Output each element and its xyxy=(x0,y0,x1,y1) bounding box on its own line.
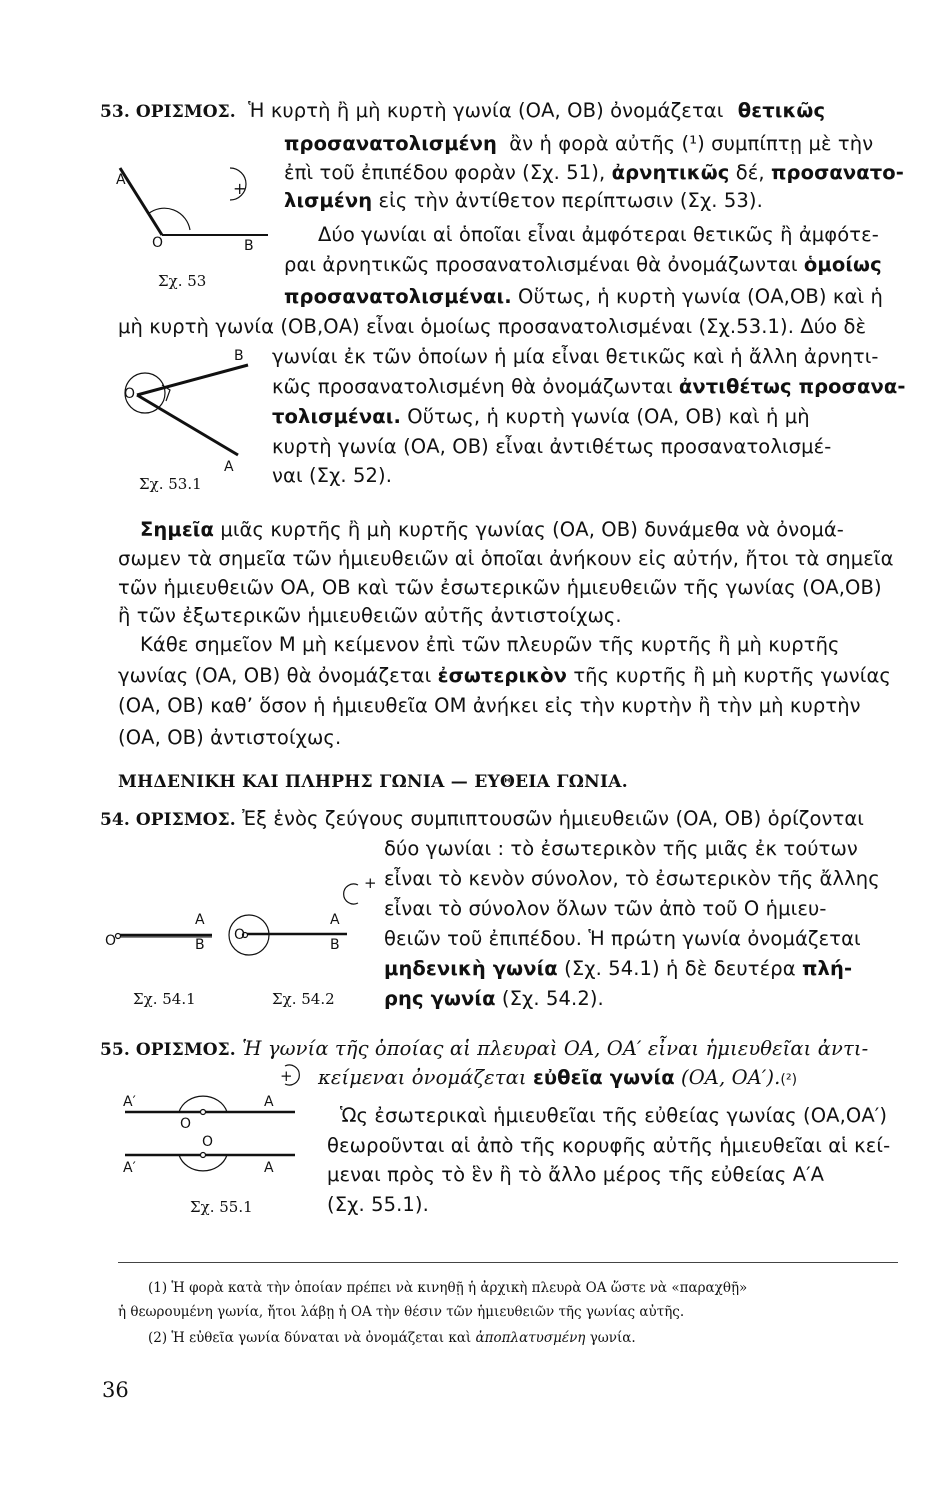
page-number: 36 xyxy=(102,1378,129,1402)
fig531-label-b: B xyxy=(234,348,244,364)
figure-55-1 xyxy=(115,1090,315,1180)
fig551-sign: + xyxy=(280,1067,293,1085)
fig541-label-a: A xyxy=(195,912,205,928)
def53-line-4: λισμένη εἰς τὴν ἀντίθετον περίπτωσιν (Σχ. 53). xyxy=(284,189,763,212)
def55-line-6: (Σχ. 55.1). xyxy=(327,1193,429,1216)
fig53-label-b: B xyxy=(244,238,254,254)
def54-line-2: δύο γωνίαι : τὸ ἐσωτερικὸν τῆς μιᾶς ἐκ τούτων xyxy=(384,837,858,860)
footnote-1-line-1: (1) Ἡ φορὰ κατὰ τὴν ὁποίαν πρέπει νὰ κινηθῇ ἡ ἀρχικὴ πλευρὰ ΟΑ ὥστε νὰ «παραχθῇ» xyxy=(148,1280,748,1296)
fig542-sign: + xyxy=(364,874,377,892)
def55-line-2: κείμεναι ὀνομάζεται εὐθεῖα γωνία (ΟΑ, ΟΑ′).(²) xyxy=(318,1066,798,1089)
fig531-label-o: O xyxy=(124,386,136,402)
fig551-label-a-lower: A xyxy=(264,1160,274,1176)
def53-line-1: 53. ΟΡΙΣΜΟΣ. Ἡ κυρτὴ ἢ μὴ κυρτὴ γωνία (ΟΑ, ΟΒ) ὀνομάζεται θετικῶς xyxy=(100,99,826,122)
upper-vertex xyxy=(201,1110,206,1115)
fig551-label-o-upper: O xyxy=(180,1116,192,1132)
vertex-o xyxy=(116,934,121,939)
points-line-2: σωμεν τὰ σημεῖα τῶν ἡμιευθειῶν αἱ ὁποῖαι ἀνήκουν εἰς αὐτήν, ἤτοι τὰ σημεῖα xyxy=(118,547,894,570)
def53-line-5: Δύο γωνίαι αἱ ὁποῖαι εἶναι ἀμφότεραι θετικῶς ἢ ἀμφότε- xyxy=(318,223,879,246)
figure-53-1 xyxy=(110,345,270,475)
fig531-label-a: A xyxy=(224,459,234,475)
fig541-caption: Σχ. 54.1 xyxy=(133,990,196,1008)
points-line-4: ἢ τῶν ἐξωτερικῶν ἡμιευθειῶν αὐτῆς ἀντιστοίχως. xyxy=(118,604,622,627)
def55-label: 55. ΟΡΙΣΜΟΣ. xyxy=(100,1040,236,1060)
def53-line-6: ραι ἀρνητικῶς προσανατολισμέναι θὰ ὀνομάζωνται ὁμοίως xyxy=(284,253,882,276)
fig531-caption: Σχ. 53.1 xyxy=(139,475,202,493)
def53-line-10: κῶς προσανατολισμένη θὰ ὀνομάζωνται ἀντιθέτως προσανα- xyxy=(272,375,906,398)
fig542-label-a: A xyxy=(330,912,340,928)
points-line-3: τῶν ἡμιευθειῶν ΟΑ, ΟΒ καὶ τῶν ἐσωτερικῶν ἡμιευθειῶν τῆς γωνίας (ΟΑ,ΟΒ) xyxy=(118,576,882,599)
fig551-label-a1-lower: A′ xyxy=(123,1160,136,1176)
def53-line-8: μὴ κυρτὴ γωνία (ΟΒ,ΟΑ) εἶναι ὁμοίως προσανατολισμέναι (Σχ.53.1). Δύο δὲ xyxy=(118,315,867,338)
def54-label: 54. ΟΡΙΣΜΟΣ. xyxy=(100,810,236,830)
def54-line-1: 54. ΟΡΙΣΜΟΣ. Ἐξ ἑνὸς ζεύγους συμπιπτουσῶν ἡμιευθειῶν (ΟΑ, ΟΒ) ὁρίζονται xyxy=(100,807,864,830)
ray-oa xyxy=(120,168,162,235)
def54-line-4: εἶναι τὸ σύνολον ὅλων τῶν ἀπὸ τοῦ Ο ἡμιευ- xyxy=(384,897,827,920)
fig542-label-o: O xyxy=(234,927,246,943)
lower-vertex xyxy=(201,1153,206,1158)
def53-line-3: ἐπὶ τοῦ ἐπιπέδου φορὰν (Σχ. 51), ἀρνητικῶς δέ, προσανατο- xyxy=(284,161,904,184)
def55-line-3: Ὡς ἐσωτερικαὶ ἡμιευθεῖαι τῆς εὐθείας γωνίας (ΟΑ,ΟΑ′) xyxy=(340,1104,888,1127)
angle-arc xyxy=(148,208,190,230)
fig53-sign: + xyxy=(233,179,247,198)
points-line-6: γωνίας (ΟΑ, ΟΒ) θὰ ὀνομάζεται ἐσωτερικὸν τῆς κυρτῆς ἢ μὴ κυρτῆς γωνίας xyxy=(118,664,891,687)
orientation-arrow xyxy=(344,884,358,904)
fig53-caption: Σχ. 53 xyxy=(158,272,207,290)
def53-label: 53. ΟΡΙΣΜΟΣ. xyxy=(100,102,236,122)
footnote-1-line-2: ἡ θεωρουμένη γωνία, ἤτοι λάβῃ ἡ ΟΑ τὴν θέσιν τῶν ἡμιευθειῶν τῆς γωνίας αὐτῆς. xyxy=(118,1304,685,1320)
fig551-caption: Σχ. 55.1 xyxy=(190,1198,253,1216)
section-title: ΜΗΔΕΝΙΚΗ ΚΑΙ ΠΛΗΡΗΣ ΓΩΝΙΑ — ΕΥΘΕΙΑ ΓΩΝΙΑ. xyxy=(118,772,628,792)
fig53-label-o: O xyxy=(152,235,164,251)
fig551-label-a1-upper: A′ xyxy=(123,1094,136,1110)
fig53-label-a: A xyxy=(116,172,126,188)
def55-line-1: 55. ΟΡΙΣΜΟΣ. Ἡ γωνία τῆς ὁποίας αἱ πλευραὶ ΟΑ, ΟΑ′ εἶναι ἡμιευθεῖαι ἀντι- xyxy=(100,1037,869,1060)
def54-line-5: θειῶν τοῦ ἐπιπέδου. Ἡ πρώτη γωνία ὀνομάζεται xyxy=(384,927,861,950)
def53-line-12: κυρτὴ γωνία (ΟΑ, ΟΒ) εἶναι ἀντιθέτως προσανατολισμέ- xyxy=(272,435,832,458)
fig541-label-b: B xyxy=(195,937,205,953)
fig542-label-b: B xyxy=(330,937,340,953)
fig551-label-a-upper: A xyxy=(264,1094,274,1110)
points-line-1: Σημεῖα μιᾶς κυρτῆς ἢ μὴ κυρτῆς γωνίας (ΟΑ, ΟΒ) δυνάμεθα νὰ ὀνομά- xyxy=(140,518,844,541)
ray-ob xyxy=(137,365,248,395)
def55-line-4: θεωροῦνται αἱ ἀπὸ τῆς κορυφῆς αὐτῆς ἡμιευθεῖαι αἱ κεί- xyxy=(327,1134,891,1157)
fig541-label-o: O xyxy=(105,933,117,949)
def54-line-3: εἶναι τὸ κενὸν σύνολον, τὸ ἐσωτερικὸν τῆς ἄλλης xyxy=(384,867,880,890)
ray-oa xyxy=(137,395,238,455)
def54-line-7: ρης γωνία (Σχ. 54.2). xyxy=(384,987,604,1010)
fig542-caption: Σχ. 54.2 xyxy=(272,990,335,1008)
points-line-8: (ΟΑ, ΟΒ) ἀντιστοίχως. xyxy=(118,726,342,749)
def53-line-13: ναι (Σχ. 52). xyxy=(272,464,393,487)
def53-line-11: τολισμέναι. Οὕτως, ἡ κυρτὴ γωνία (ΟΑ, ΟΒ) καὶ ἡ μὴ xyxy=(272,405,810,428)
points-line-5: Κάθε σημεῖον Μ μὴ κείμενον ἐπὶ τῶν πλευρῶν τῆς κυρτῆς ἢ μὴ κυρτῆς xyxy=(140,633,840,656)
def53-line-7: προσανατολισμέναι. Οὕτως, ἡ κυρτὴ γωνία (ΟΑ,ΟΒ) καὶ ἡ xyxy=(284,285,883,308)
points-line-7: (ΟΑ, ΟΒ) καθ’ ὅσον ἡ ἡμιευθεῖα ΟΜ ἀνήκει εἰς τὴν κυρτὴν ἢ τὴν μὴ κυρτὴν xyxy=(118,694,861,717)
footnote-rule xyxy=(118,1262,898,1263)
def54-line-6: μηδενικὴ γωνία (Σχ. 54.1) ἡ δὲ δευτέρα πλή- xyxy=(384,957,853,980)
def55-line-5: μεναι πρὸς τὸ ἓν ἢ τὸ ἄλλο μέρος τῆς εὐθείας Α′Α xyxy=(327,1163,825,1186)
def53-line-2: προσανατολισμένη ἂν ἡ φορὰ αὐτῆς (¹) συμπίπτῃ μὲ τὴν xyxy=(284,132,874,155)
def53-line-9: γωνίαι ἐκ τῶν ὁποίων ἡ μία εἶναι θετικῶς καὶ ἡ ἄλλη ἀρνητι- xyxy=(272,345,879,368)
fig551-label-o-lower: O xyxy=(202,1134,214,1150)
footnote-2: (2) Ἡ εὐθεῖα γωνία δύναται νὰ ὀνομάζεται καὶ ἀποπλατυσμένη γωνία. xyxy=(148,1330,636,1346)
